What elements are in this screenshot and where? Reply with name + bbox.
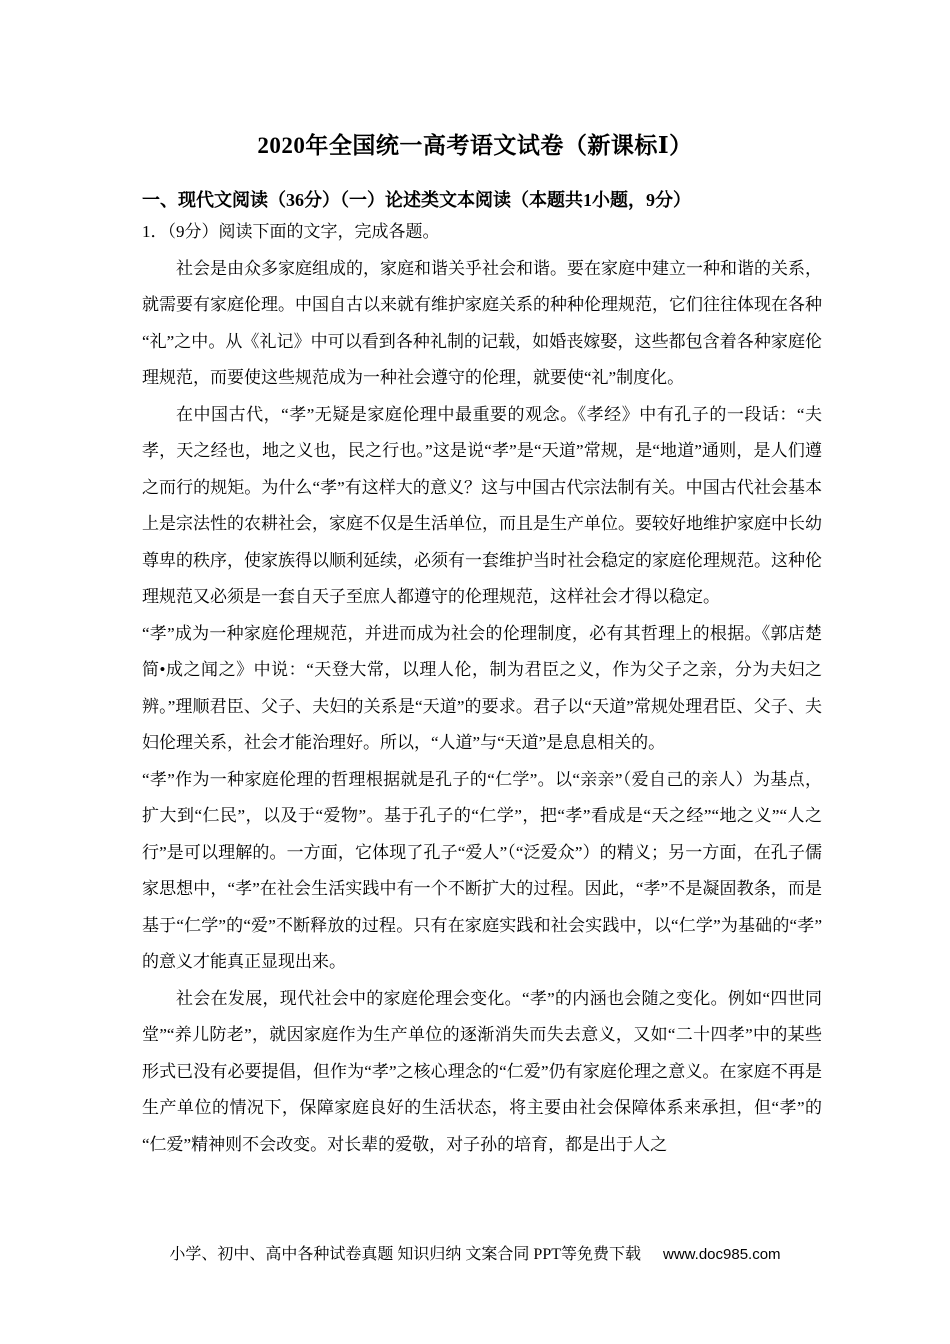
passage-paragraph: “孝”成为一种家庭伦理规范，并进而成为社会的伦理制度，必有其哲理上的根据。《郭店楚简•成之闻之》中说：“天登大常，以理人伦，制为君臣之义，作为父子之亲，分为夫妇之辨。”理顺君臣、父子、夫妇的关系是“天道”的要求。君子以“天道”常规处理君臣、父子、夫妇伦理关系，社会才能治理好。所以，“人道”与“天道”是息息相关的。 [142,623,822,752]
footer-text: 小学、初中、高中各种试卷真题 知识归纳 文案合同 PPT等免费下载 [169,1246,641,1263]
question-intro: 1．（9分）阅读下面的文字，完成各题。 [142,222,440,241]
passage-body [142,214,822,1163]
passage-paragraph: 社会是由众多家庭组成的，家庭和谐关乎社会和谐。要在家庭中建立一种和谐的关系，就需要有家庭伦理。中国自古以来就有维护家庭关系的种种伦理规范，它们往往体现在各种“礼”之中。从《礼记》中可以看到各种礼制的记载，如婚丧嫁娶，这些都包含着各种家庭伦理规范，而要使这些规范成为一种社会遵守的伦理，就要使“礼”制度化。 [142,258,822,387]
passage-paragraph: 在中国古代，“孝”无疑是家庭伦理中最重要的观念。《孝经》中有孔子的一段话：“夫孝，天之经也，地之义也，民之行也。”这是说“孝”是“天道”常规，是“地道”通则，是人们遵之而行的规矩。为什么“孝”有这样大的意义？这与中国古代宗法制有关。中国古代社会基本上是宗法性的农耕社会，家庭不仅是生活单位，而且是生产单位。要较好地维护家庭中长幼尊卑的秩序，使家族得以顺利延续，必须有一套维护当时社会稳定的家庭伦理规范。这种伦理规范又必须是一套自天子至庶人都遵守的伦理规范，这样社会才得以稳定。 [142,404,822,606]
section-heading: 一、现代文阅读（36分）（一）论述类文本阅读（本题共1小题，9分） [142,190,691,210]
footer-site-link[interactable]: www.doc985.com [663,1246,781,1263]
footer [0,1243,950,1267]
passage-paragraph: 社会在发展，现代社会中的家庭伦理会变化。“孝”的内涵也会随之变化。例如“四世同堂”“养儿防老”，就因家庭作为生产单位的逐渐消失而失去意义，又如“二十四孝”中的某些形式已没有必要提倡，但作为“孝”之核心理念的“仁爱”仍有家庭伦理之意义。在家庭不再是生产单位的情况下，保障家庭良好的生活状态，将主要由社会保障体系来承担，但“孝”的“仁爱”精神则不会改变。对长辈的爱敬，对子孙的培育，都是出于人之 [142,988,822,1154]
page-title: 2020年全国统一高考语文试卷（新课标Ⅰ） [257,133,693,158]
passage-paragraph: “孝”作为一种家庭伦理的哲理根据就是孔子的“仁学”。以“亲亲”（爱自己的亲人）为基点，扩大到“仁民”，以及于“爱物”。基于孔子的“仁学”，把“孝”看成是“天之经”“地之义”“人之行”是可以理解的。一方面，它体现了孔子“爱人”（“泛爱众”）的精义；另一方面，在孔子儒家思想中，“孝”在社会生活实践中有一个不断扩大的过程。因此，“孝”不是凝固教条，而是基于“仁学”的“爱”不断释放的过程。只有在家庭实践和社会实践中，以“仁学”为基础的“孝”的意义才能真正显现出来。 [142,769,822,971]
